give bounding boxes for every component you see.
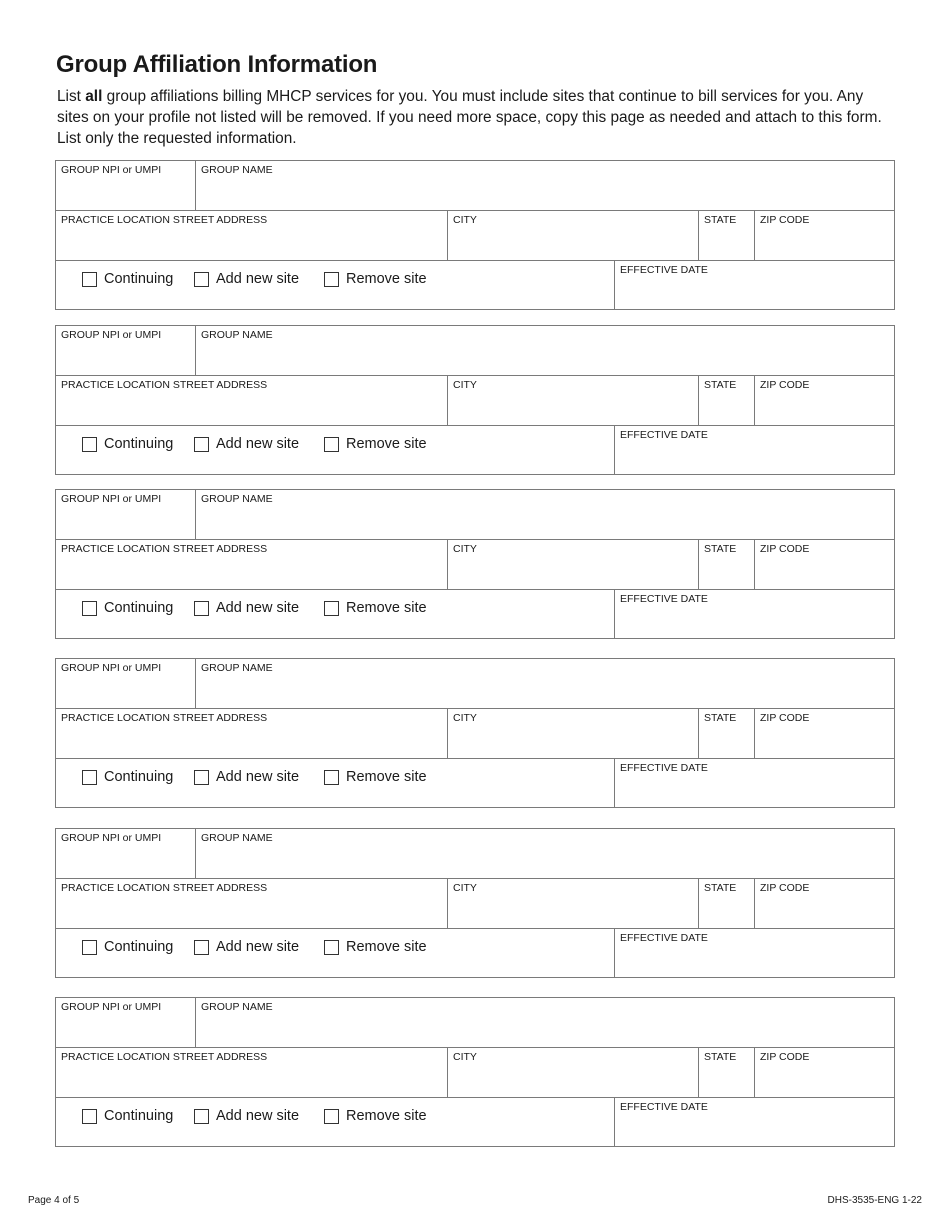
page-number: Page 4 of 5 — [28, 1195, 80, 1206]
street-address-label: PRACTICE LOCATION STREET ADDRESS — [61, 712, 268, 724]
state-label: STATE — [704, 543, 737, 555]
group-name-field[interactable] — [195, 829, 894, 878]
city-label: CITY — [453, 712, 477, 724]
group-affiliation-block — [55, 160, 895, 310]
add-new-site-checkbox[interactable] — [194, 598, 299, 618]
group-npi-field[interactable] — [56, 659, 196, 708]
continuing-checkbox[interactable] — [82, 937, 173, 957]
effective-date-field[interactable] — [614, 426, 894, 474]
group-npi-label: GROUP NPI or UMPI — [61, 662, 162, 674]
state-label: STATE — [704, 712, 737, 724]
zip-code-field[interactable] — [754, 709, 894, 758]
zip-code-field[interactable] — [754, 540, 894, 589]
street-address-field[interactable] — [56, 709, 448, 758]
add-new-site-checkbox[interactable] — [194, 937, 299, 957]
effective-date-label: EFFECTIVE DATE — [620, 932, 708, 944]
state-field[interactable] — [698, 376, 755, 425]
group-name-field[interactable] — [195, 659, 894, 708]
group-name-field[interactable] — [195, 326, 894, 375]
group-name-field[interactable] — [195, 998, 894, 1047]
continuing-label: Continuing — [104, 436, 174, 452]
remove-site-label: Remove site — [346, 939, 427, 955]
street-address-field[interactable] — [56, 540, 448, 589]
group-name-label: GROUP NAME — [201, 329, 273, 341]
state-label: STATE — [704, 214, 737, 226]
effective-date-label: EFFECTIVE DATE — [620, 264, 708, 276]
street-address-label: PRACTICE LOCATION STREET ADDRESS — [61, 1051, 268, 1063]
add-new-site-label: Add new site — [216, 271, 300, 287]
remove-site-checkbox[interactable] — [324, 937, 427, 957]
remove-site-checkbox[interactable] — [324, 434, 427, 454]
continuing-checkbox[interactable] — [82, 1106, 173, 1126]
group-row-2 — [56, 376, 894, 426]
group-name-label: GROUP NAME — [201, 1001, 273, 1013]
group-row-3 — [56, 426, 894, 474]
group-npi-label: GROUP NPI or UMPI — [61, 164, 162, 176]
state-field[interactable] — [698, 709, 755, 758]
state-label: STATE — [704, 379, 737, 391]
add-new-site-checkbox[interactable] — [194, 434, 299, 454]
city-field[interactable] — [447, 540, 699, 589]
street-address-field[interactable] — [56, 879, 448, 928]
city-field[interactable] — [447, 376, 699, 425]
continuing-checkbox[interactable] — [82, 598, 173, 618]
add-new-site-label: Add new site — [216, 939, 300, 955]
checkbox-square-icon[interactable] — [194, 940, 209, 955]
street-address-label: PRACTICE LOCATION STREET ADDRESS — [61, 379, 268, 391]
checkbox-square-icon[interactable] — [324, 437, 339, 452]
city-field[interactable] — [447, 1048, 699, 1097]
checkbox-square-icon[interactable] — [82, 272, 97, 287]
group-row-2 — [56, 540, 894, 590]
checkbox-square-icon[interactable] — [324, 601, 339, 616]
group-affiliation-block — [55, 658, 895, 808]
group-npi-label: GROUP NPI or UMPI — [61, 329, 162, 341]
group-name-field[interactable] — [195, 490, 894, 539]
zip-code-field[interactable] — [754, 1048, 894, 1097]
group-row-3 — [56, 1098, 894, 1146]
state-field[interactable] — [698, 879, 755, 928]
group-npi-label: GROUP NPI or UMPI — [61, 1001, 162, 1013]
checkbox-square-icon[interactable] — [324, 770, 339, 785]
add-new-site-checkbox[interactable] — [194, 1106, 299, 1126]
site-status-options — [56, 590, 615, 638]
site-status-options — [56, 261, 615, 309]
zip-code-label: ZIP CODE — [760, 543, 810, 555]
page-title: Group Affiliation Information — [56, 51, 378, 78]
site-status-options — [56, 426, 615, 474]
remove-site-label: Remove site — [346, 600, 427, 616]
continuing-checkbox[interactable] — [82, 767, 173, 787]
continuing-label: Continuing — [104, 600, 174, 616]
zip-code-field[interactable] — [754, 879, 894, 928]
remove-site-checkbox[interactable] — [324, 767, 427, 787]
checkbox-square-icon[interactable] — [82, 1109, 97, 1124]
effective-date-label: EFFECTIVE DATE — [620, 1101, 708, 1113]
city-label: CITY — [453, 1051, 477, 1063]
group-name-label: GROUP NAME — [201, 164, 273, 176]
remove-site-checkbox[interactable] — [324, 269, 427, 289]
site-status-options — [56, 759, 615, 807]
add-new-site-label: Add new site — [216, 436, 300, 452]
effective-date-label: EFFECTIVE DATE — [620, 429, 708, 441]
group-row-3 — [56, 590, 894, 638]
add-new-site-checkbox[interactable] — [194, 269, 299, 289]
checkbox-square-icon[interactable] — [194, 272, 209, 287]
checkbox-square-icon[interactable] — [194, 437, 209, 452]
checkbox-square-icon[interactable] — [82, 770, 97, 785]
remove-site-label: Remove site — [346, 769, 427, 785]
group-npi-field[interactable] — [56, 998, 196, 1047]
checkbox-square-icon[interactable] — [82, 437, 97, 452]
remove-site-label: Remove site — [346, 1108, 427, 1124]
state-label: STATE — [704, 882, 737, 894]
group-affiliation-block — [55, 489, 895, 639]
continuing-label: Continuing — [104, 939, 174, 955]
zip-code-label: ZIP CODE — [760, 712, 810, 724]
checkbox-square-icon[interactable] — [194, 770, 209, 785]
group-affiliation-block — [55, 828, 895, 978]
group-name-label: GROUP NAME — [201, 832, 273, 844]
group-row-1 — [56, 659, 894, 709]
effective-date-field[interactable] — [614, 1098, 894, 1146]
street-address-field[interactable] — [56, 1048, 448, 1097]
remove-site-checkbox[interactable] — [324, 1106, 427, 1126]
checkbox-square-icon[interactable] — [324, 1109, 339, 1124]
continuing-checkbox[interactable] — [82, 269, 173, 289]
add-new-site-label: Add new site — [216, 769, 300, 785]
intro-text: List all group affiliations billing MHCP services for you. You must include sites that continue to bill services for you. Any sites on your profile not listed will be removed. If you need more space, copy this page as needed and attach to this form. List only the requested information. — [57, 88, 882, 147]
group-npi-label: GROUP NPI or UMPI — [61, 832, 162, 844]
group-row-2 — [56, 709, 894, 759]
remove-site-label: Remove site — [346, 271, 427, 287]
group-row-1 — [56, 161, 894, 211]
checkbox-square-icon[interactable] — [324, 940, 339, 955]
city-field[interactable] — [447, 211, 699, 260]
group-name-label: GROUP NAME — [201, 662, 273, 674]
city-field[interactable] — [447, 879, 699, 928]
state-field[interactable] — [698, 1048, 755, 1097]
effective-date-label: EFFECTIVE DATE — [620, 593, 708, 605]
group-row-2 — [56, 879, 894, 929]
group-name-field[interactable] — [195, 161, 894, 210]
group-row-1 — [56, 326, 894, 376]
street-address-label: PRACTICE LOCATION STREET ADDRESS — [61, 543, 268, 555]
city-label: CITY — [453, 543, 477, 555]
checkbox-square-icon[interactable] — [194, 601, 209, 616]
form-id: DHS-3535-ENG 1-22 — [827, 1195, 922, 1206]
group-npi-field[interactable] — [56, 829, 196, 878]
effective-date-field[interactable] — [614, 590, 894, 638]
street-address-label: PRACTICE LOCATION STREET ADDRESS — [61, 214, 268, 226]
effective-date-label: EFFECTIVE DATE — [620, 762, 708, 774]
group-row-2 — [56, 211, 894, 261]
city-label: CITY — [453, 214, 477, 226]
remove-site-checkbox[interactable] — [324, 598, 427, 618]
continuing-label: Continuing — [104, 271, 174, 287]
group-npi-label: GROUP NPI or UMPI — [61, 493, 162, 505]
group-row-2 — [56, 1048, 894, 1098]
effective-date-field[interactable] — [614, 759, 894, 807]
add-new-site-label: Add new site — [216, 1108, 300, 1124]
remove-site-label: Remove site — [346, 436, 427, 452]
street-address-field[interactable] — [56, 211, 448, 260]
site-status-options — [56, 929, 615, 977]
group-npi-field[interactable] — [56, 326, 196, 375]
site-status-options — [56, 1098, 615, 1146]
zip-code-label: ZIP CODE — [760, 882, 810, 894]
continuing-label: Continuing — [104, 769, 174, 785]
continuing-label: Continuing — [104, 1108, 174, 1124]
zip-code-field[interactable] — [754, 376, 894, 425]
city-label: CITY — [453, 882, 477, 894]
state-label: STATE — [704, 1051, 737, 1063]
zip-code-label: ZIP CODE — [760, 214, 810, 226]
city-field[interactable] — [447, 709, 699, 758]
effective-date-field[interactable] — [614, 929, 894, 977]
group-affiliation-block — [55, 325, 895, 475]
effective-date-field[interactable] — [614, 261, 894, 309]
checkbox-square-icon[interactable] — [82, 601, 97, 616]
group-affiliation-block — [55, 997, 895, 1147]
group-npi-field[interactable] — [56, 161, 196, 210]
add-new-site-checkbox[interactable] — [194, 767, 299, 787]
add-new-site-label: Add new site — [216, 600, 300, 616]
zip-code-label: ZIP CODE — [760, 1051, 810, 1063]
group-row-3 — [56, 929, 894, 977]
city-label: CITY — [453, 379, 477, 391]
checkbox-square-icon[interactable] — [82, 940, 97, 955]
group-name-label: GROUP NAME — [201, 493, 273, 505]
continuing-checkbox[interactable] — [82, 434, 173, 454]
checkbox-square-icon[interactable] — [324, 272, 339, 287]
street-address-label: PRACTICE LOCATION STREET ADDRESS — [61, 882, 268, 894]
group-row-3 — [56, 261, 894, 309]
group-row-1 — [56, 829, 894, 879]
group-row-3 — [56, 759, 894, 807]
zip-code-field[interactable] — [754, 211, 894, 260]
state-field[interactable] — [698, 211, 755, 260]
group-row-1 — [56, 998, 894, 1048]
zip-code-label: ZIP CODE — [760, 379, 810, 391]
group-npi-field[interactable] — [56, 490, 196, 539]
street-address-field[interactable] — [56, 376, 448, 425]
checkbox-square-icon[interactable] — [194, 1109, 209, 1124]
group-row-1 — [56, 490, 894, 540]
state-field[interactable] — [698, 540, 755, 589]
